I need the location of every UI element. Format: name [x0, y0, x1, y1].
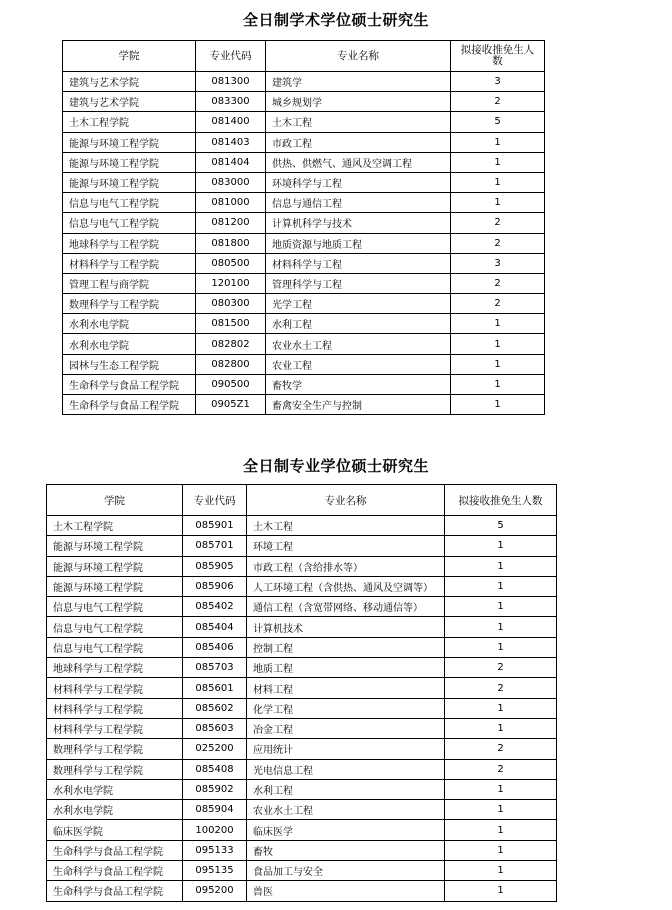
cell-college: 生命科学与食品工程学院 [47, 840, 183, 860]
cell-major: 化学工程 [247, 698, 445, 718]
cell-quota: 3 [451, 72, 545, 92]
table-row [47, 658, 557, 678]
cell-code: 025200 [183, 739, 247, 759]
cell-quota: 2 [451, 213, 545, 233]
cell-quota: 1 [445, 536, 557, 556]
cell-quota: 2 [445, 739, 557, 759]
cell-college: 数理科学与工程学院 [47, 759, 183, 779]
cell-quota: 1 [445, 840, 557, 860]
cell-major: 控制工程 [247, 637, 445, 657]
cell-college: 水利水电学院 [47, 800, 183, 820]
table-row [47, 678, 557, 698]
table-row [47, 861, 557, 881]
table-row [63, 395, 545, 415]
cell-quota: 5 [451, 112, 545, 132]
cell-major: 市政工程 [266, 132, 451, 152]
cell-quota: 1 [445, 800, 557, 820]
cell-quota: 1 [445, 597, 557, 617]
cell-major: 临床医学 [247, 820, 445, 840]
cell-major: 通信工程（含宽带网络、移动通信等） [247, 597, 445, 617]
table-row [63, 92, 545, 112]
cell-code: 095135 [183, 861, 247, 881]
header-quota: 拟接收推免生人数 [445, 485, 557, 516]
cell-code: 082800 [196, 354, 266, 374]
table-row [63, 233, 545, 253]
cell-major: 农业水土工程 [247, 800, 445, 820]
cell-major: 市政工程（含给排水等） [247, 556, 445, 576]
cell-code: 080300 [196, 294, 266, 314]
table-row [47, 820, 557, 840]
cell-major: 地质资源与地质工程 [266, 233, 451, 253]
table-row [63, 294, 545, 314]
table-row [63, 374, 545, 394]
cell-code: 0905Z1 [196, 395, 266, 415]
cell-code: 081500 [196, 314, 266, 334]
cell-quota: 3 [451, 253, 545, 273]
cell-quota: 1 [445, 637, 557, 657]
cell-major: 光学工程 [266, 294, 451, 314]
cell-major: 城乡规划学 [266, 92, 451, 112]
cell-college: 地球科学与工程学院 [47, 658, 183, 678]
table-row [63, 152, 545, 172]
table-row [47, 739, 557, 759]
cell-college: 材料科学与工程学院 [47, 678, 183, 698]
header-major: 专业名称 [266, 41, 451, 72]
cell-code: 083000 [196, 172, 266, 192]
professional-degree-table [46, 484, 557, 902]
cell-quota: 1 [451, 314, 545, 334]
cell-major: 应用统计 [247, 739, 445, 759]
cell-code: 085703 [183, 658, 247, 678]
cell-code: 095200 [183, 881, 247, 901]
cell-code: 090500 [196, 374, 266, 394]
cell-code: 095133 [183, 840, 247, 860]
cell-major: 畜禽安全生产与控制 [266, 395, 451, 415]
cell-quota: 1 [451, 193, 545, 213]
table-row [63, 193, 545, 213]
cell-college: 地球科学与工程学院 [63, 233, 196, 253]
table-row [47, 516, 557, 536]
table-row [47, 698, 557, 718]
table-row [63, 213, 545, 233]
cell-quota: 1 [445, 779, 557, 799]
cell-major: 土木工程 [266, 112, 451, 132]
section1-title: 全日制学术学位硕士研究生 [242, 11, 429, 29]
cell-quota: 2 [445, 678, 557, 698]
cell-code: 085402 [183, 597, 247, 617]
table-row [63, 253, 545, 273]
cell-college: 材料科学与工程学院 [47, 718, 183, 738]
cell-code: 085901 [183, 516, 247, 536]
cell-code: 080500 [196, 253, 266, 273]
cell-code: 085404 [183, 617, 247, 637]
cell-college: 能源与环境工程学院 [47, 576, 183, 596]
cell-quota: 1 [445, 718, 557, 738]
cell-quota: 1 [451, 395, 545, 415]
cell-major: 食品加工与安全 [247, 861, 445, 881]
cell-quota: 2 [445, 759, 557, 779]
cell-quota: 1 [451, 152, 545, 172]
cell-code: 081400 [196, 112, 266, 132]
cell-college: 管理工程与商学院 [63, 273, 196, 293]
table-row [63, 112, 545, 132]
cell-college: 生命科学与食品工程学院 [63, 395, 196, 415]
cell-quota: 2 [451, 273, 545, 293]
cell-college: 能源与环境工程学院 [63, 132, 196, 152]
cell-college: 信息与电气工程学院 [47, 637, 183, 657]
cell-code: 085408 [183, 759, 247, 779]
table-row [47, 617, 557, 637]
cell-major: 兽医 [247, 881, 445, 901]
table-row [47, 556, 557, 576]
cell-college: 信息与电气工程学院 [47, 597, 183, 617]
cell-code: 081200 [196, 213, 266, 233]
cell-college: 信息与电气工程学院 [47, 617, 183, 637]
cell-code: 085602 [183, 698, 247, 718]
cell-code: 081000 [196, 193, 266, 213]
header-code: 专业代码 [196, 41, 266, 72]
cell-college: 临床医学院 [47, 820, 183, 840]
cell-college: 信息与电气工程学院 [63, 213, 196, 233]
table-row [47, 759, 557, 779]
cell-code: 082802 [196, 334, 266, 354]
cell-college: 水利水电学院 [63, 314, 196, 334]
table-row [63, 72, 545, 92]
cell-major: 材料科学与工程 [266, 253, 451, 273]
cell-major: 材料工程 [247, 678, 445, 698]
cell-major: 光电信息工程 [247, 759, 445, 779]
table-row [63, 132, 545, 152]
cell-major: 冶金工程 [247, 718, 445, 738]
table-row [47, 637, 557, 657]
cell-college: 能源与环境工程学院 [47, 536, 183, 556]
cell-college: 信息与电气工程学院 [63, 193, 196, 213]
cell-college: 能源与环境工程学院 [63, 172, 196, 192]
table-row [63, 314, 545, 334]
cell-code: 083300 [196, 92, 266, 112]
header-college: 学院 [63, 41, 196, 72]
cell-quota: 1 [445, 861, 557, 881]
header-college: 学院 [47, 485, 183, 516]
cell-quota: 1 [445, 698, 557, 718]
table-row [63, 273, 545, 293]
cell-quota: 1 [451, 374, 545, 394]
cell-college: 能源与环境工程学院 [47, 556, 183, 576]
table-row [47, 800, 557, 820]
cell-major: 供热、供燃气、通风及空调工程 [266, 152, 451, 172]
table-row [63, 354, 545, 374]
table-row [47, 881, 557, 901]
cell-code: 085406 [183, 637, 247, 657]
cell-college: 生命科学与食品工程学院 [47, 861, 183, 881]
academic-degree-table [62, 40, 545, 415]
cell-college: 数理科学与工程学院 [63, 294, 196, 314]
cell-college: 土木工程学院 [63, 112, 196, 132]
cell-major: 畜牧 [247, 840, 445, 860]
cell-major: 建筑学 [266, 72, 451, 92]
cell-major: 计算机技术 [247, 617, 445, 637]
cell-major: 畜牧学 [266, 374, 451, 394]
cell-college: 能源与环境工程学院 [63, 152, 196, 172]
cell-quota: 1 [451, 354, 545, 374]
cell-code: 081800 [196, 233, 266, 253]
cell-quota: 5 [445, 516, 557, 536]
cell-college: 水利水电学院 [63, 334, 196, 354]
cell-major: 农业工程 [266, 354, 451, 374]
header-quota: 拟接收推免生人数 [451, 41, 545, 72]
cell-major: 计算机科学与技术 [266, 213, 451, 233]
cell-college: 水利水电学院 [47, 779, 183, 799]
cell-quota: 1 [451, 172, 545, 192]
cell-quota: 1 [445, 576, 557, 596]
table-row [47, 576, 557, 596]
cell-quota: 2 [445, 658, 557, 678]
cell-code: 085904 [183, 800, 247, 820]
cell-quota: 1 [451, 334, 545, 354]
section2-title: 全日制专业学位硕士研究生 [242, 457, 429, 475]
cell-code: 081403 [196, 132, 266, 152]
cell-quota: 1 [445, 556, 557, 576]
cell-major: 环境科学与工程 [266, 172, 451, 192]
cell-college: 园林与生态工程学院 [63, 354, 196, 374]
cell-college: 土木工程学院 [47, 516, 183, 536]
cell-quota: 2 [451, 233, 545, 253]
table-row [47, 779, 557, 799]
cell-major: 水利工程 [247, 779, 445, 799]
table-row [47, 536, 557, 556]
cell-code: 085603 [183, 718, 247, 738]
cell-code: 085906 [183, 576, 247, 596]
cell-major: 人工环境工程（含供热、通风及空调等） [247, 576, 445, 596]
cell-college: 材料科学与工程学院 [47, 698, 183, 718]
cell-code: 081404 [196, 152, 266, 172]
cell-college: 材料科学与工程学院 [63, 253, 196, 273]
cell-major: 环境工程 [247, 536, 445, 556]
cell-college: 生命科学与食品工程学院 [47, 881, 183, 901]
cell-major: 农业水土工程 [266, 334, 451, 354]
table-row [63, 334, 545, 354]
cell-major: 水利工程 [266, 314, 451, 334]
cell-code: 085905 [183, 556, 247, 576]
cell-quota: 2 [451, 92, 545, 112]
header-major: 专业名称 [247, 485, 445, 516]
table-header-row [63, 41, 545, 72]
cell-college: 数理科学与工程学院 [47, 739, 183, 759]
cell-code: 085902 [183, 779, 247, 799]
cell-code: 100200 [183, 820, 247, 840]
table-header-row [47, 485, 557, 516]
cell-code: 085701 [183, 536, 247, 556]
cell-major: 地质工程 [247, 658, 445, 678]
cell-college: 建筑与艺术学院 [63, 92, 196, 112]
cell-code: 085601 [183, 678, 247, 698]
cell-major: 土木工程 [247, 516, 445, 536]
cell-quota: 1 [445, 617, 557, 637]
cell-code: 081300 [196, 72, 266, 92]
cell-major: 信息与通信工程 [266, 193, 451, 213]
table-row [47, 718, 557, 738]
cell-major: 管理科学与工程 [266, 273, 451, 293]
table-row [47, 840, 557, 860]
table-row [63, 172, 545, 192]
table-row [47, 597, 557, 617]
cell-quota: 1 [445, 820, 557, 840]
cell-quota: 2 [451, 294, 545, 314]
header-code: 专业代码 [183, 485, 247, 516]
cell-code: 120100 [196, 273, 266, 293]
cell-quota: 1 [445, 881, 557, 901]
cell-college: 生命科学与食品工程学院 [63, 374, 196, 394]
cell-quota: 1 [451, 132, 545, 152]
cell-college: 建筑与艺术学院 [63, 72, 196, 92]
